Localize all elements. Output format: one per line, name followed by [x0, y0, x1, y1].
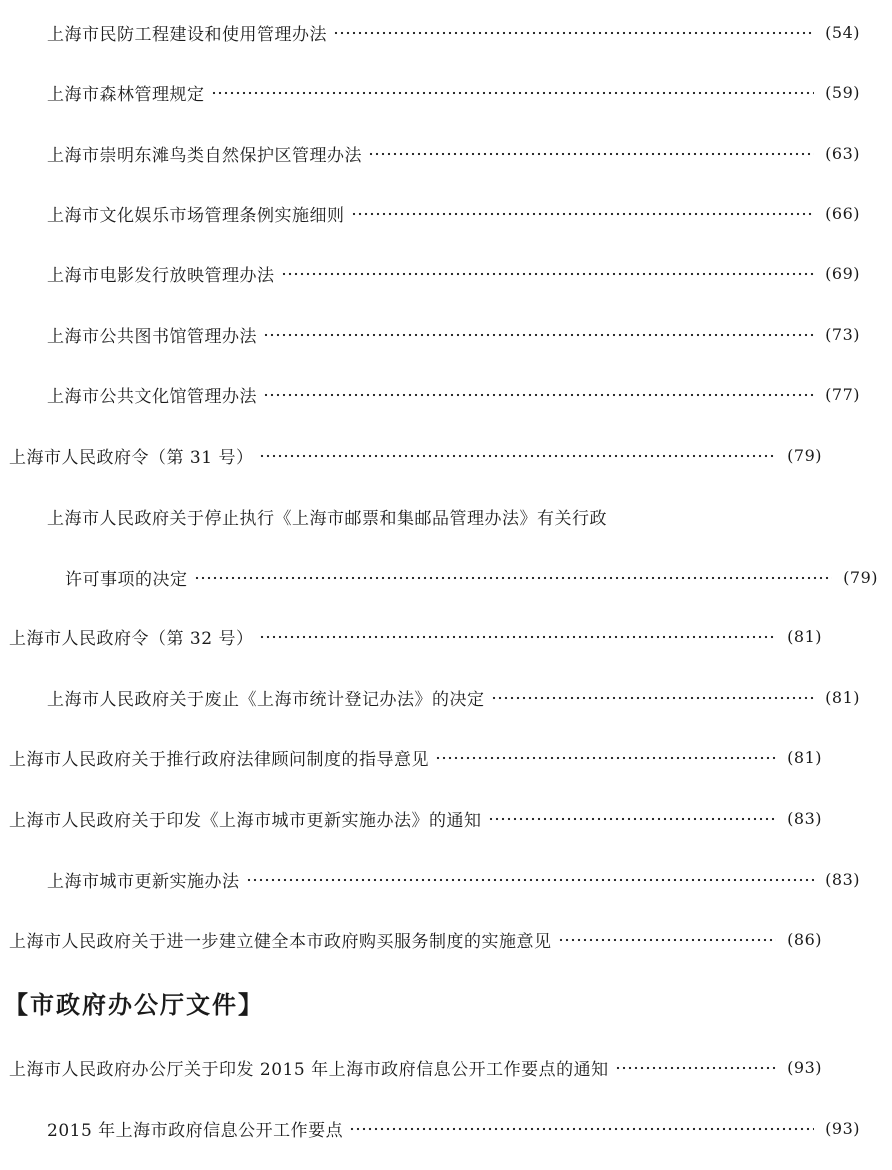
- toc-entry[interactable]: [0, 199, 874, 227]
- toc-entry[interactable]: [0, 1053, 836, 1081]
- toc-entry-page: ( 81 ): [782, 627, 836, 646]
- toc-entry[interactable]: [0, 18, 874, 46]
- toc-entry-title: 上海市崇明东滩鸟类自然保护区管理办法: [47, 145, 362, 166]
- toc-entry-page: ( 59 ): [820, 83, 874, 102]
- dot-leader: [259, 454, 776, 458]
- toc-entry-page: ( 77 ): [820, 385, 874, 404]
- toc-entry-title: 上海市人民政府关于进一步建立健全本市政府购买服务制度的实施意见: [9, 931, 552, 952]
- dot-leader: [281, 272, 815, 276]
- toc-entry-title: 上海市民防工程建设和使用管理办法: [47, 24, 327, 45]
- dot-leader: [263, 333, 814, 337]
- toc-entry-title: 上海市城市更新实施办法: [47, 871, 240, 892]
- toc-entry-title: 上海市文化娱乐市场管理条例实施细则: [47, 205, 345, 226]
- toc-entry-title: 上海市电影发行放映管理办法: [47, 265, 275, 286]
- toc-entry[interactable]: [0, 502, 874, 530]
- toc-entry-title: 上海市人民政府关于推行政府法律顾问制度的指导意见: [9, 749, 429, 770]
- toc-entry-page: ( 81 ): [820, 688, 874, 707]
- dot-leader: [435, 756, 776, 760]
- toc-entry-title: 2015 年上海市政府信息公开工作要点: [47, 1120, 344, 1141]
- toc-entry-page: ( 66 ): [820, 204, 874, 223]
- toc-entry-page: ( 79 ): [782, 446, 836, 465]
- toc-entry-page: ( 79 ): [838, 568, 892, 587]
- dot-leader: [615, 1066, 776, 1070]
- toc-entry-page: ( 63 ): [820, 144, 874, 163]
- dot-leader: [488, 817, 777, 821]
- dot-leader: [211, 91, 815, 95]
- toc-entry-title: 上海市人民政府令（第 32 号）: [9, 628, 254, 649]
- toc-entry-page: ( 83 ): [782, 809, 836, 828]
- toc-entry-page: ( 81 ): [782, 748, 836, 767]
- toc-entry[interactable]: [0, 743, 836, 771]
- dot-leader: [246, 878, 815, 882]
- toc-entry-title: 上海市人民政府办公厅关于印发 2015 年上海市政府信息公开工作要点的通知: [9, 1059, 609, 1080]
- toc-entry[interactable]: [0, 139, 874, 167]
- dot-leader: [263, 393, 814, 397]
- toc-entry[interactable]: [0, 78, 874, 106]
- toc-entry-page: ( 83 ): [820, 870, 874, 889]
- toc-entry-page: ( 69 ): [820, 264, 874, 283]
- dot-leader: [351, 212, 815, 216]
- toc-entry-page: ( 54 ): [820, 23, 874, 42]
- toc-entry[interactable]: [0, 865, 874, 893]
- toc-entry[interactable]: [0, 259, 874, 287]
- dot-leader: [558, 938, 777, 942]
- toc-entry[interactable]: [0, 622, 836, 650]
- toc-entry-title: 上海市森林管理规定: [47, 84, 205, 105]
- dot-leader: [491, 696, 815, 700]
- toc-entry-title: 上海市人民政府令（第 31 号）: [9, 447, 254, 468]
- dot-leader: [194, 576, 833, 580]
- toc-entry[interactable]: [0, 804, 836, 832]
- toc-entry-page: ( 86 ): [782, 930, 836, 949]
- section-heading: 【市政府办公厅文件】: [4, 989, 264, 1019]
- dot-leader: [368, 152, 814, 156]
- toc-entry-title: 上海市人民政府关于废止《上海市统计登记办法》的决定: [47, 689, 485, 710]
- toc-entry[interactable]: [0, 1114, 874, 1142]
- toc-entry-title: 许可事项的决定: [65, 569, 188, 590]
- toc-entry[interactable]: [0, 563, 892, 591]
- toc-entry[interactable]: [0, 320, 874, 348]
- toc-entry[interactable]: [0, 683, 874, 711]
- toc-entry[interactable]: [0, 925, 836, 953]
- toc-entry-page: ( 93 ): [782, 1058, 836, 1077]
- toc-entry[interactable]: [0, 380, 874, 408]
- toc-entry-title: 上海市公共文化馆管理办法: [47, 386, 257, 407]
- dot-leader: [333, 31, 814, 35]
- toc-entry-title: 上海市人民政府关于停止执行《上海市邮票和集邮品管理办法》有关行政: [47, 508, 607, 529]
- toc-entry-title: 上海市人民政府关于印发《上海市城市更新实施办法》的通知: [9, 810, 482, 831]
- toc-entry-page: ( 73 ): [820, 325, 874, 344]
- dot-leader: [349, 1127, 814, 1131]
- toc-entry[interactable]: [0, 441, 836, 469]
- toc-entry-title: 上海市公共图书馆管理办法: [47, 326, 257, 347]
- dot-leader: [259, 635, 776, 639]
- toc-entry-page: ( 93 ): [820, 1119, 874, 1138]
